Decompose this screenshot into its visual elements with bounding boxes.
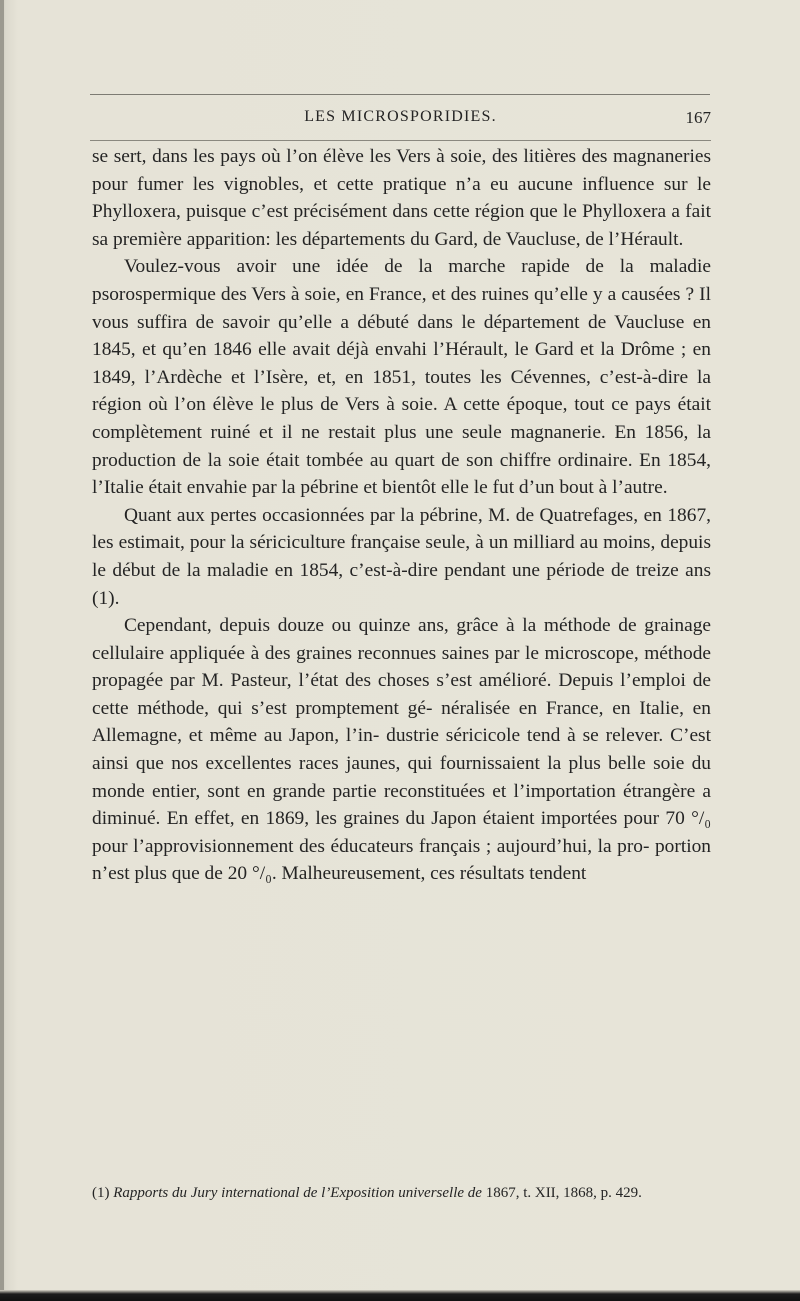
footnote-reference: 1867, t. XII, 1868, p. 429. (485, 1185, 642, 1201)
running-header (90, 108, 711, 134)
gutter-shadow (0, 0, 4, 1301)
paragraph-2: Voulez-vous avoir une idée de la marche rapide de la maladie psorospermique des Vers à soie, en France, et des ruines qu’elle y a causées ? Il vous suffira de savoir qu’elle a débuté dans le département de Vaucluse en 1845, et qu’en 1846 elle avait déjà envahi l’Hérault, le Gard et la Drôme ; en 1849, l’Ardèche et l’Isère, et, en 1851, toutes les Cévennes, c’est-à-dire la région où l’on élève le plus de Vers à soie. A cette époque, tout ce pays était complètement ruiné et il ne restait plus une seule magnanerie. En 1856, la production de la soie était tombée au quart de son chiffre ordinaire. En 1854, l’Italie était envahie par la pébrine et bientôt elle le fut d’un bout à l’autre. (92, 256, 711, 499)
paragraph-4: Cependant, depuis douze ou quinze ans, grâce à la méthode de grainage cellulaire appliquée à des graines reconnues saines par le microscope, méthode propagée par M. Pasteur, l’état des choses s’est amélioré. Depuis l’emploi de cette méthode, qui s’est promptement gé- néralisée en France, en Italie, en Allemagne, et même au Japon, l’in- dustrie séricicole tend à se relever. C’est ainsi que nos excellentes races jaunes, qui fournissaient la plus belle soie du monde entier, sont en grande partie reconstituées et l’importation étrangère a diminué. En effet, en 1869, les graines du Japon étaient importées pour 70 °/₀ pour l’approvisionnement des éducateurs français ; aujourd’hui, la pro- portion n’est plus que de 20 °/₀. Malheureusement, ces résultats tendent (92, 615, 711, 885)
page-number: 167 (685, 108, 711, 127)
footnote-title: Rapports du Jury international de l’Exposition universelle de (113, 1185, 482, 1201)
paragraph-3: Quant aux pertes occasionnées par la pébrine, M. de Quatrefages, en 1867, les estimait, pour la sériciculture française seule, à un milliard au moins, depuis le début de la maladie en 1854, c’est-à-dire pendant une période de treize ans (1). (92, 504, 711, 609)
header-rule (90, 140, 711, 141)
body-text (92, 143, 711, 888)
paragraph-1: se sert, dans les pays où l’on élève les Vers à soie, des litières des magnaneries pour fumer les vignobles, et cette pratique n’a eu aucune influence sur le Phylloxera, puisque c’est précisément dans cette région que le Phylloxera a fait sa première apparition: les départements du Gard, de Vaucluse, de l’Hérault. (92, 146, 711, 250)
footnote-number: (1) (92, 1185, 110, 1201)
footnote (92, 1183, 711, 1204)
top-rule (90, 94, 710, 95)
page-bottom-edge (0, 1290, 800, 1301)
running-title: LES MICROSPORIDIES. (304, 108, 497, 125)
